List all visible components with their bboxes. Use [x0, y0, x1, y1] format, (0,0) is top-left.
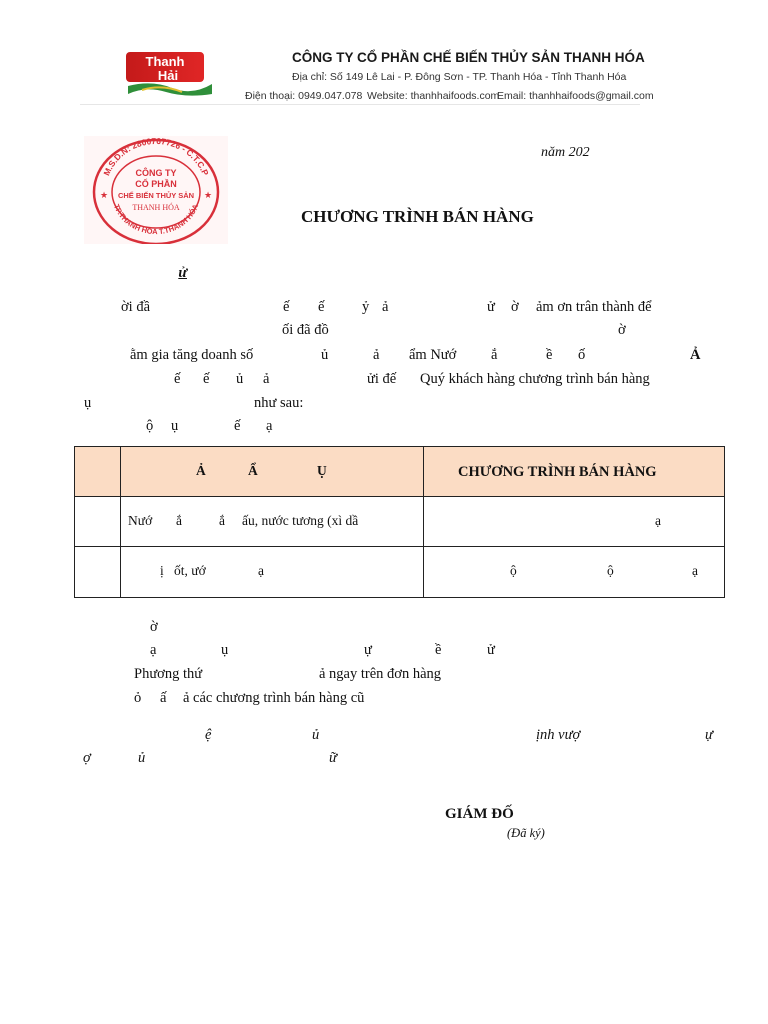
- text-fragment: ửi đế: [367, 371, 397, 387]
- text-fragment: ố: [578, 347, 586, 363]
- text-fragment: ấ: [160, 690, 167, 706]
- text-fragment: ụ: [171, 418, 179, 434]
- svg-text:TP.THANH HÓA T.THANH HÓA: TP.THANH HÓA T.THANH HÓA: [111, 202, 201, 237]
- text-fragment: ủ: [236, 371, 244, 387]
- svg-text:M.S.D.N: 2800767726 - C.T.C.P: M.S.D.N: 2800767726 - C.T.C.P: [101, 136, 211, 178]
- text-fragment: ử: [487, 642, 495, 658]
- text-fragment: ụ: [84, 395, 92, 411]
- text-fragment: ệ: [205, 727, 212, 743]
- table-cell: ấu, nước tương (xì dầ: [242, 513, 359, 528]
- text-fragment: Ả: [690, 347, 701, 363]
- text-fragment: ỷ: [362, 299, 370, 315]
- header-cell-product: Ụ: [317, 463, 327, 478]
- svg-text:CỔ PHẦN: CỔ PHẦN: [135, 179, 177, 189]
- text-fragment: ủ: [321, 347, 329, 363]
- table-cell: Nướ: [128, 513, 153, 528]
- text-fragment: ỏ: [134, 690, 142, 706]
- company-name: CÔNG TY CỔ PHẦN CHẾ BIẾN THỦY SẢN THANH HÓA: [292, 50, 645, 65]
- signer-title: GIÁM ĐỐ: [445, 806, 514, 822]
- table-cell: ị: [160, 563, 164, 578]
- text-fragment: ủ: [312, 727, 320, 743]
- svg-text:★: ★: [203, 190, 213, 200]
- text-fragment: ự: [705, 727, 713, 743]
- company-website: Website: thanhhaifoods.com: [367, 90, 500, 102]
- text-fragment: ạ: [150, 642, 157, 658]
- text-fragment: ắ: [491, 347, 498, 363]
- header-cell-product: Ả: [196, 463, 206, 478]
- document-title: CHƯƠNG TRÌNH BÁN HÀNG: [301, 207, 534, 226]
- text-fragment: ủ: [138, 750, 146, 766]
- text-fragment: ế: [318, 299, 325, 315]
- text-fragment: ờ: [618, 322, 626, 338]
- text-fragment: ộ: [146, 418, 154, 434]
- text-fragment: ẩm Nướ: [409, 347, 457, 363]
- signed-note: (Đã ký): [507, 826, 545, 840]
- text-fragment: Quý khách hàng chương trình bán hàng: [420, 371, 650, 387]
- table-cell: ốt, ướ: [174, 563, 206, 578]
- text-fragment: ế: [174, 371, 181, 387]
- text-fragment: ả các chương trình bán hàng cũ: [183, 690, 365, 706]
- company-address: Địa chỉ: Số 149 Lê Lai - P. Đông Sơn - TP. Thanh Hóa - Tỉnh Thanh Hóa: [292, 71, 627, 83]
- text-fragment: ữ: [329, 750, 337, 766]
- table-cell: ạ: [258, 563, 264, 578]
- text-fragment: ịnh vượ: [536, 727, 581, 743]
- table-cell: ạ: [692, 563, 698, 578]
- header-cell-program: CHƯƠNG TRÌNH BÁN HÀNG: [458, 464, 657, 480]
- company-logo: [122, 50, 214, 98]
- svg-text:Thanh: Thanh: [145, 54, 185, 69]
- text-fragment: ề: [435, 642, 442, 658]
- text-fragment: ờ: [150, 619, 158, 635]
- text-fragment: ế: [234, 418, 241, 434]
- table-cell: ạ: [655, 513, 661, 528]
- text-fragment: ề: [546, 347, 553, 363]
- text-fragment: ả: [382, 299, 389, 315]
- company-email: Email: thanhhaifoods@gmail.com: [497, 90, 654, 102]
- text-fragment: ế: [283, 299, 290, 315]
- table-cell: ắ: [219, 513, 225, 528]
- text-fragment: Phương thứ: [134, 666, 203, 682]
- text-fragment: ạ: [266, 418, 273, 434]
- text-fragment: như sau:: [254, 395, 304, 411]
- text-fragment: ử: [487, 299, 495, 315]
- header-divider: [80, 104, 640, 105]
- text-fragment: ụ: [221, 642, 229, 658]
- program-table: [74, 446, 725, 598]
- recipient-line: ử: [178, 265, 187, 281]
- document-date: năm 202: [541, 145, 590, 160]
- text-fragment: ợ: [83, 750, 91, 766]
- table-cell: ộ: [607, 563, 614, 578]
- text-fragment: ằm gia tăng doanh số: [130, 347, 254, 363]
- text-fragment: ời đầ: [121, 299, 151, 315]
- header-cell-product: Ẩ: [248, 463, 258, 478]
- svg-text:Hải: Hải: [157, 68, 179, 83]
- table-cell: ộ: [510, 563, 517, 578]
- svg-text:★: ★: [99, 190, 109, 200]
- text-fragment: ả: [263, 371, 270, 387]
- text-fragment: ự: [364, 642, 372, 658]
- text-fragment: ế: [203, 371, 210, 387]
- svg-text:CÔNG TY: CÔNG TY: [135, 168, 177, 178]
- svg-text:CHẾ BIẾN THỦY SẢN: CHẾ BIẾN THỦY SẢN: [117, 191, 195, 200]
- table-cell: ắ: [176, 513, 182, 528]
- company-stamp: [84, 136, 228, 244]
- text-fragment: ảm ơn trân thành để: [536, 299, 652, 315]
- text-fragment: ối đã đồ: [282, 322, 329, 338]
- text-fragment: ả: [373, 347, 380, 363]
- text-fragment: ả ngay trên đơn hàng: [319, 666, 442, 682]
- company-phone: Điện thoại: 0949.047.078: [245, 90, 363, 102]
- text-fragment: ờ: [511, 299, 519, 315]
- svg-text:THANH HÓA: THANH HÓA: [132, 203, 180, 212]
